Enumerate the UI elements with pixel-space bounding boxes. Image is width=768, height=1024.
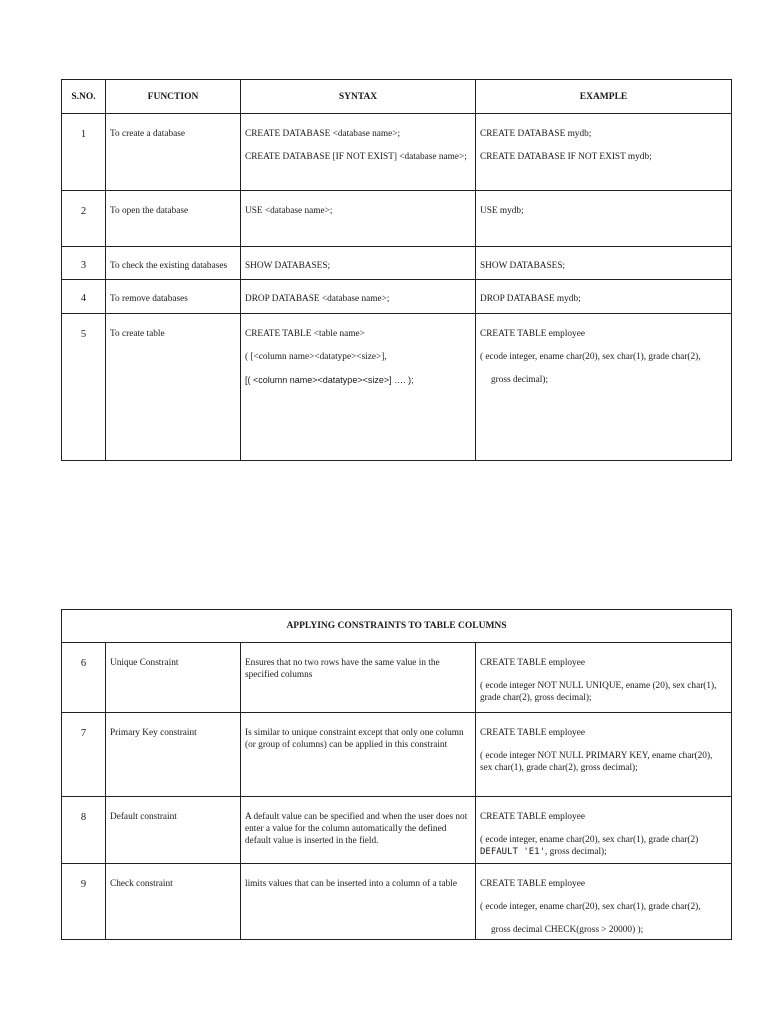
syntax-line: CREATE DATABASE [IF NOT EXIST] <database name>; (245, 152, 467, 162)
syntax-cell (241, 191, 476, 247)
table-row (62, 247, 732, 280)
example-line: ( ecode integer NOT NULL PRIMARY KEY, ename char(20), sex char(1), grade char(2), gross decimal); (480, 751, 713, 773)
row-number: 9 (62, 864, 106, 940)
table-row (62, 643, 732, 713)
header-syntax: SYNTAX (241, 80, 476, 114)
description-cell: Ensures that no two rows have the same value in the specified columns (241, 643, 476, 713)
example-line: ( ecode integer, ename char(20), sex char(1), grade char(2), (480, 352, 701, 362)
function-cell: Primary Key constraint (106, 713, 241, 797)
row-number: 6 (62, 643, 106, 713)
table-row (62, 713, 732, 797)
constraints-header-row (62, 610, 732, 643)
row-number: 7 (62, 713, 106, 797)
table-row (62, 191, 732, 247)
function-cell: To remove databases (106, 280, 241, 314)
syntax-line: USE <database name>; (245, 206, 333, 216)
example-line: ( ecode integer, ename char(20), sex char(1), grade char(2) (480, 835, 699, 845)
example-line: CREATE DATABASE IF NOT EXIST mydb; (480, 152, 652, 162)
function-cell: To open the database (106, 191, 241, 247)
example-cell (476, 713, 732, 797)
sql-commands-table (61, 79, 732, 461)
example-line: CREATE TABLE employee (480, 879, 585, 889)
example-line (480, 846, 727, 858)
example-cell (476, 114, 732, 191)
example-line: USE mydb; (480, 206, 524, 216)
syntax-line: CREATE TABLE <table name> (245, 329, 365, 339)
example-line: CREATE TABLE employee (480, 812, 585, 822)
function-cell: Default constraint (106, 797, 241, 864)
description-cell: limits values that can be inserted into a column of a table (241, 864, 476, 940)
function-cell: To create a database (106, 114, 241, 191)
header-row (62, 80, 732, 114)
default-value-code: DEFAULT 'E1' (480, 847, 546, 857)
row-number: 3 (62, 247, 106, 280)
example-cell (476, 314, 732, 461)
example-cell (476, 247, 732, 280)
example-cell (476, 864, 732, 940)
example-line: gross decimal CHECK(gross > 20000) ); (491, 925, 644, 935)
constraints-title: APPLYING CONSTRAINTS TO TABLE COLUMNS (62, 610, 732, 643)
syntax-cell (241, 314, 476, 461)
function-cell: Check constraint (106, 864, 241, 940)
function-cell: Unique Constraint (106, 643, 241, 713)
header-sno: S.NO. (62, 80, 106, 114)
syntax-line: SHOW DATABASES; (245, 261, 331, 271)
example-cell (476, 643, 732, 713)
syntax-cell (241, 247, 476, 280)
example-line: SHOW DATABASES; (480, 261, 566, 271)
example-line: DROP DATABASE mydb; (480, 294, 581, 304)
table-row (62, 114, 732, 191)
table-row (62, 314, 732, 461)
table-row (62, 797, 732, 864)
syntax-line: CREATE DATABASE <database name>; (245, 129, 401, 139)
syntax-line: ( [<column name><datatype><size>], (245, 352, 387, 362)
syntax-line: [( <column name><datatype><size>] …. ); (245, 375, 414, 385)
table-row (62, 864, 732, 940)
example-line: gross decimal); (491, 375, 549, 385)
example-line: CREATE DATABASE mydb; (480, 129, 592, 139)
example-line: ( ecode integer, ename char(20), sex char(1), grade char(2), (480, 902, 701, 912)
table-row (62, 280, 732, 314)
row-number: 4 (62, 280, 106, 314)
example-cell (476, 191, 732, 247)
header-example: EXAMPLE (476, 80, 732, 114)
row-number: 8 (62, 797, 106, 864)
example-line: CREATE TABLE employee (480, 658, 585, 668)
example-cell (476, 797, 732, 864)
syntax-cell (241, 280, 476, 314)
description-cell: Is similar to unique constraint except that only one column (or group of columns) can be applied in this constraint (241, 713, 476, 797)
example-tail: , gross decimal); (545, 847, 607, 857)
function-cell: To create table (106, 314, 241, 461)
description-cell: A default value can be specified and when the user does not enter a value for the column automatically the defined default value is inserted in the field. (241, 797, 476, 864)
syntax-cell (241, 114, 476, 191)
example-line: CREATE TABLE employee (480, 329, 585, 339)
row-number: 2 (62, 191, 106, 247)
example-line: ( ecode integer NOT NULL UNIQUE, ename (20), sex char(1), grade char(2), gross decimal); (480, 681, 717, 703)
example-cell (476, 280, 732, 314)
syntax-line: DROP DATABASE <database name>; (245, 294, 390, 304)
header-function: FUNCTION (106, 80, 241, 114)
row-number: 1 (62, 114, 106, 191)
row-number: 5 (62, 314, 106, 461)
example-line: CREATE TABLE employee (480, 728, 585, 738)
constraints-table (61, 609, 732, 940)
function-cell: To check the existing databases (106, 247, 241, 280)
